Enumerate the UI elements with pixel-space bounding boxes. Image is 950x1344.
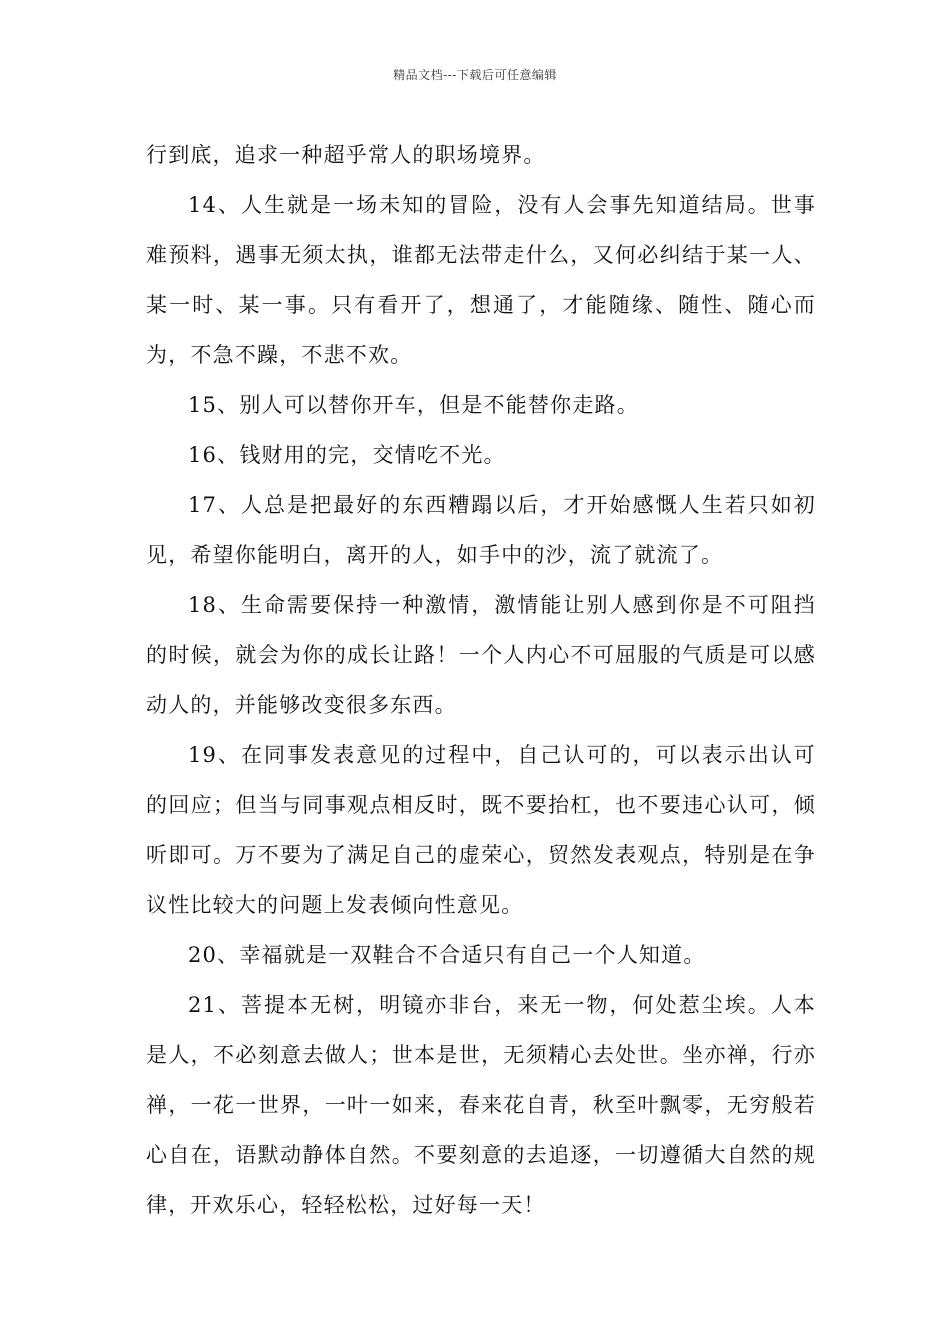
paragraph-item-18: 18、生命需要保持一种激情，激情能让别人感到你是不可阻挡的时候，就会为你的成长让路！一个人内心不可屈服的气质是可以感动人的，并能够改变很多东西。	[146, 593, 816, 717]
paragraph-item-14: 14、人生就是一场未知的冒险，没有人会事先知道结局。世事难预料，遇事无须太执，谁都无法带走什么，又何必纠结于某一人、某一时、某一事。只有看开了，想通了，才能随缘、随性、随心而为，不急不躁，不悲不欢。	[146, 193, 816, 367]
document-body	[146, 130, 816, 1230]
page-header: 精品文档---下载后可任意编辑	[393, 68, 557, 82]
paragraph-item-17: 17、人总是把最好的东西糟蹋以后，才开始感慨人生若只如初见，希望你能明白，离开的人，如手中的沙，流了就流了。	[146, 493, 816, 567]
paragraph-item-19: 19、在同事发表意见的过程中，自己认可的，可以表示出认可的回应；但当与同事观点相反时，既不要抬杠，也不要违心认可，倾听即可。万不要为了满足自己的虚荣心，贸然发表观点，特别是在争议性比较大的问题上发表倾向性意见。	[146, 743, 816, 917]
paragraph-item-21: 21、菩提本无树，明镜亦非台，来无一物，何处惹尘埃。人本是人，不必刻意去做人；世本是世，无须精心去处世。坐亦禅，行亦禅，一花一世界，一叶一如来，春来花自青，秋至叶飘零，无穷般若心自在，语默动静体自然。不要刻意的去追逐，一切遵循大自然的规律，开欢乐心，轻轻松松，过好每一天！	[146, 993, 816, 1217]
paragraph-item-20: 20、幸福就是一双鞋合不合适只有自己一个人知道。	[188, 943, 706, 967]
paragraph-continuation: 行到底，追求一种超乎常人的职场境界。	[146, 143, 546, 167]
paragraph-item-15: 15、别人可以替你开车，但是不能替你走路。	[188, 393, 639, 417]
paragraph-item-16: 16、钱财用的完，交情吃不光。	[188, 443, 506, 467]
